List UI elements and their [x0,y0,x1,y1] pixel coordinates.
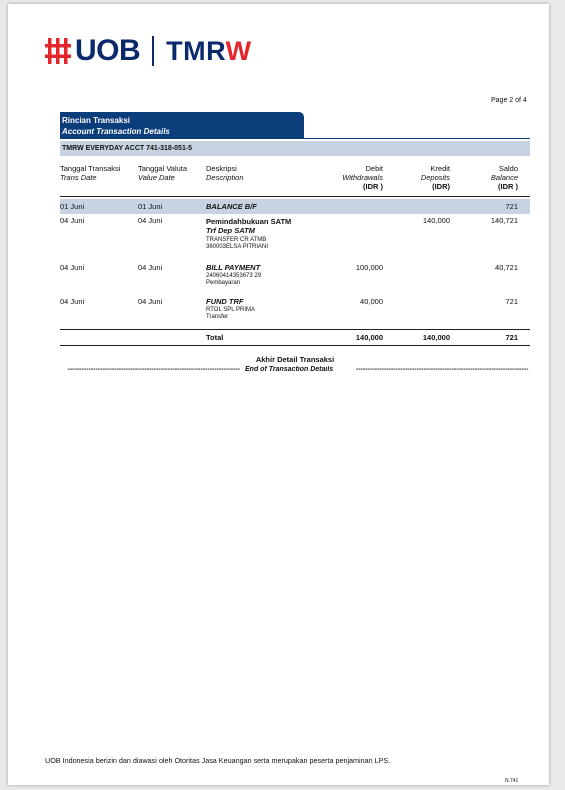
row-detail: TRANSFER CR ATMB [206,237,267,243]
header-rule [60,196,530,197]
col-trans-date: Tanggal Transaksi Trans Date [60,164,121,182]
row-balance: 140,721 [490,216,518,225]
row-balance: 721 [505,202,518,211]
col-debit: Debit Withdrawals (IDR ) [342,164,383,191]
logo-separator [152,36,154,66]
regulatory-footer: UOB Indonesia berizin dan diawasi oleh Otoritas Jasa Keuangan serta merupakan peserta penjaminan LPS. [45,756,391,765]
row-debit: 100,000 [355,263,383,272]
row-credit: 140,000 [422,216,450,225]
account-bar [60,141,530,156]
end-dashes-left: -------------------------------------------------------------------------- [67,366,240,373]
account-label: TMRW EVERYDAY ACCT 741-318-051-5 [62,145,193,152]
document-code: N.741 [505,778,519,784]
total-label: Total [206,333,224,342]
end-dashes-right: -------------------------------------------------------------------------- [356,366,529,373]
row-trans-date: 04 Juni [60,216,85,225]
uob-wordmark: UOB [75,34,141,67]
col-credit: Kredit Deposits (IDR) [420,164,450,191]
tmrw-wordmark: TMRW [166,36,252,66]
total-credit: 140,000 [422,333,450,342]
row-description: FUND TRF [206,297,244,306]
row-description: BILL PAYMENT [206,263,261,272]
page-number: Page 2 of 4 [491,97,527,104]
total-balance: 721 [505,333,518,342]
row-debit: 40,000 [360,297,383,306]
row-value-date: 04 Juni [138,297,163,306]
row-balance: 721 [505,297,518,306]
row-description-sub: Trf Dep SATM [206,226,255,235]
row-detail: 360003ELSA PITRIANI [206,244,269,250]
col-value-date: Tanggal Valuta Value Date [138,164,188,182]
total-top-rule [60,329,530,330]
row-balance: 40,721 [495,263,518,272]
row-detail: 24060414353673 29 [206,273,262,279]
total-bottom-rule [60,345,530,346]
uob-mark-icon [45,38,71,64]
section-header [60,112,304,139]
row-detail: RTOL SPL PRIMA [206,307,256,313]
row-trans-date: 04 Juni [60,263,85,272]
section-title-en: Account Transaction Details [62,127,170,136]
row-description: BALANCE B/F [206,202,257,211]
uob-tmrw-logo [45,34,252,68]
end-of-details-en-line [60,366,530,376]
row-value-date: 04 Juni [138,263,163,272]
section-title-id: Rincian Transaksi [62,116,131,125]
row-detail: Transfer [206,314,229,320]
row-value-date: 01 Juni [138,202,163,211]
row-trans-date: 01 Juni [60,202,85,211]
total-debit: 140,000 [355,333,383,342]
section-rule [60,138,530,139]
row-description: Pemindahbukuan SATM [206,217,292,226]
col-description: Deskripsi Description [206,164,244,182]
row-value-date: 04 Juni [138,216,163,225]
statement-page [8,4,549,785]
end-of-details-id: Akhir Detail Transaksi [255,355,335,364]
row-trans-date: 04 Juni [60,297,85,306]
end-of-details-en: End of Transaction Details [245,366,334,373]
row-detail: Pembayaran [206,280,241,286]
col-balance: Saldo Balance (IDR ) [490,164,518,191]
